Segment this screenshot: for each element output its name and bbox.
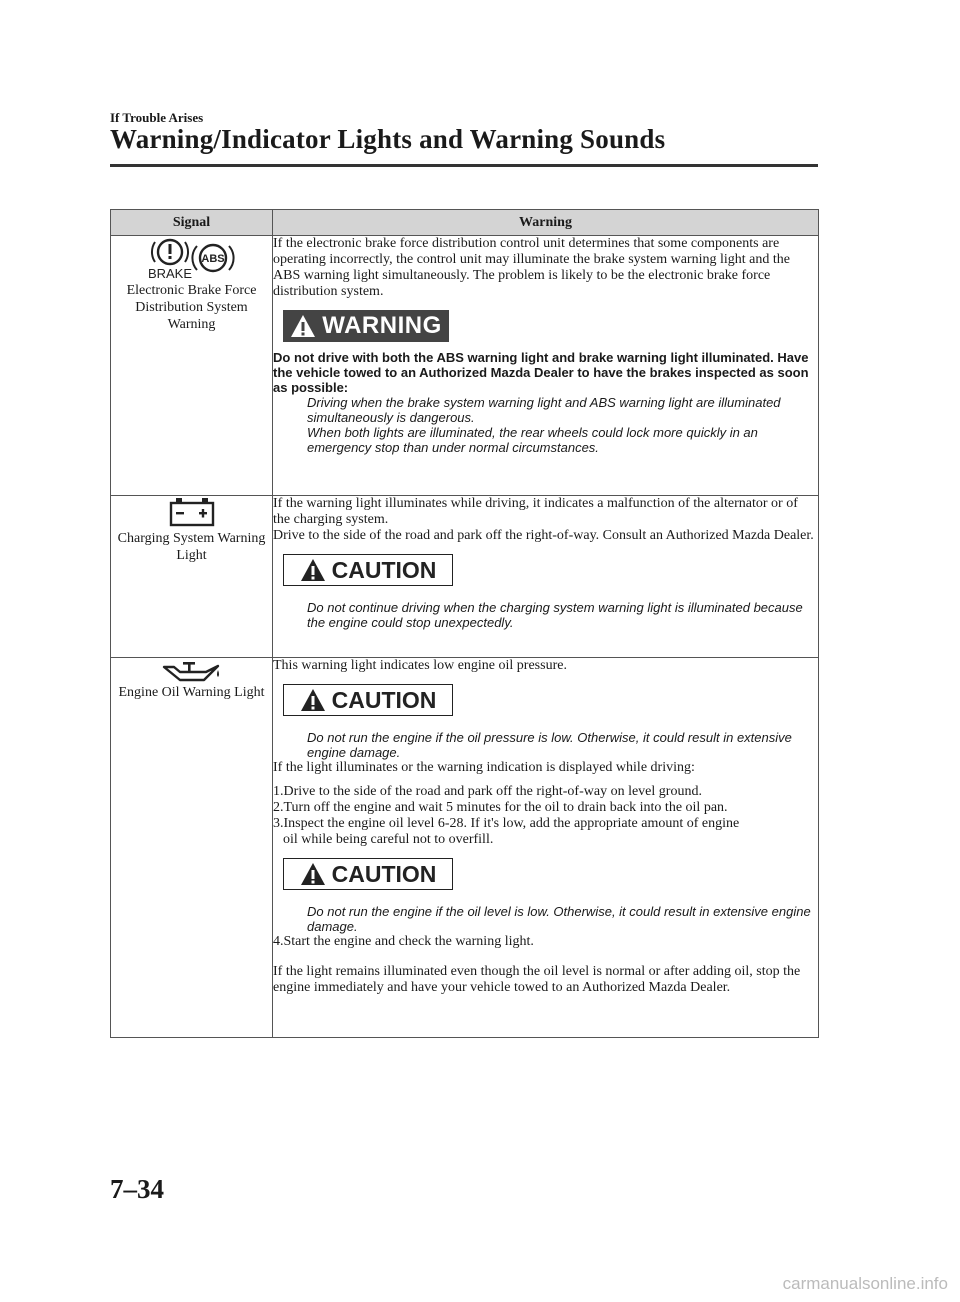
signal-name: Charging System Warning Light — [117, 531, 266, 563]
column-header-warning: Warning — [273, 210, 819, 236]
warning-note: Driving when the brake system warning light and ABS warning light are illuminated simultaneously is dangerous. — [307, 395, 781, 425]
signal-name: Electronic Brake Force Distribution System Warning — [126, 283, 257, 332]
description-text: If the light remains illuminated even though the oil level is normal or after adding oil, stop the engine immediately and have your vehicle towed to an Authorized Mazda Dealer. — [273, 964, 801, 995]
signal-name: Engine Oil Warning Light — [118, 685, 265, 700]
warning-banner — [283, 310, 449, 342]
table-row — [111, 496, 819, 658]
signal-cell — [111, 236, 273, 496]
title-divider — [110, 164, 818, 167]
watermark: carmanualsonline.info — [782, 1274, 948, 1293]
signal-cell — [111, 658, 273, 1038]
warning-cell — [273, 658, 819, 1038]
warning-bold-note: Do not drive with both the ABS warning light and brake warning light illuminated. Have the vehicle towed to an Authorized Mazda Dealer to have the brakes inspected as soon as possible: — [273, 350, 809, 395]
oil-can-icon — [162, 658, 222, 682]
warning-triangle-icon — [290, 314, 316, 338]
caution-note: Do not continue driving when the charging system warning light is illuminated because the engine could stop unexpectedly. — [307, 600, 803, 630]
battery-icon — [167, 496, 217, 528]
brake-abs-icon — [147, 236, 237, 280]
table-row — [111, 236, 819, 496]
caution-triangle-icon — [300, 688, 326, 712]
table-row — [111, 658, 819, 1038]
description-text: If the light illuminates or the warning indication is displayed while driving: — [273, 760, 695, 775]
list-item: 3.Inspect the engine oil level 6-28. If it's low, add the appropriate amount of engine — [273, 816, 740, 831]
page-title: Warning/Indicator Lights and Warning Sounds — [110, 124, 666, 154]
step-list — [273, 784, 818, 848]
list-item: 2.Turn off the engine and wait 5 minutes for the oil to drain back into the oil pan. — [273, 800, 728, 815]
caution-banner — [283, 858, 453, 890]
caution-banner — [283, 554, 453, 586]
caution-triangle-icon — [300, 558, 326, 582]
description-text: Drive to the side of the road and park off the right-of-way. Consult an Authorized Mazda Dealer. — [273, 528, 814, 543]
warning-lights-table — [110, 209, 819, 1038]
list-item: 4.Start the engine and check the warning light. — [273, 934, 534, 949]
section-label: If Trouble Arises — [110, 110, 204, 125]
caution-triangle-icon — [300, 862, 326, 886]
table-header-row — [111, 210, 819, 236]
list-item-continuation: oil while being careful not to overfill. — [283, 832, 494, 847]
description-text: If the warning light illuminates while driving, it indicates a malfunction of the alternator or of the charging system. — [273, 496, 798, 527]
page-number: 7–34 — [110, 1174, 164, 1204]
description-text: If the electronic brake force distribution control unit determines that some components are operating incorrectly, the control unit may illuminate the brake system warning light and the ABS warning light simultaneously. The problem is likely to be the electronic brake force distribution system. — [273, 236, 790, 299]
warning-cell — [273, 496, 819, 658]
warning-note: When both lights are illuminated, the rear wheels could lock more quickly in an emergency stop than under normal circumstances. — [307, 425, 758, 455]
caution-note: Do not run the engine if the oil pressure is low. Otherwise, it could result in extensive engine damage. — [307, 730, 792, 760]
warning-label: WARNING — [322, 312, 442, 339]
signal-cell — [111, 496, 273, 658]
warning-cell — [273, 236, 819, 496]
list-item: 1.Drive to the side of the road and park off the right-of-way on level ground. — [273, 784, 702, 799]
caution-banner — [283, 684, 453, 716]
caution-label: CAUTION — [331, 861, 437, 887]
description-text: This warning light indicates low engine oil pressure. — [273, 658, 567, 673]
caution-label: CAUTION — [331, 557, 437, 583]
column-header-signal: Signal — [111, 210, 273, 236]
abs-icon-label: ABS — [200, 253, 225, 265]
caution-note: Do not run the engine if the oil level is low. Otherwise, it could result in extensive engine damage. — [307, 904, 811, 934]
caution-label: CAUTION — [331, 687, 437, 713]
brake-icon-label: BRAKE — [147, 266, 192, 280]
